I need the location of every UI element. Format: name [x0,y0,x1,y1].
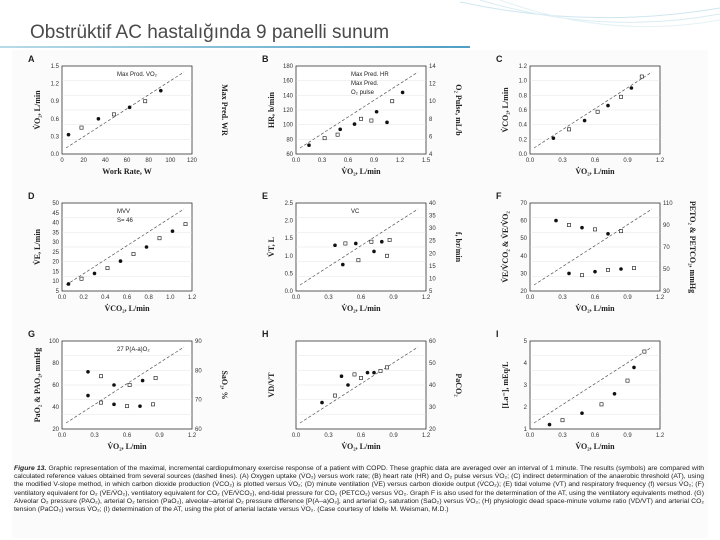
data-marker [606,104,610,108]
y2-tick-label: 70 [195,397,202,404]
y2-tick-label: 10 [429,99,436,106]
y-tick-label: 120 [282,108,293,114]
y-tick-label: 15 [52,269,59,276]
x-tick-label: 80 [145,158,153,164]
panel-letter: A [28,54,35,64]
slide-title: Obstrüktif AC hastalığında 9 panelli sunum [30,22,390,43]
x-tick-label: 0.3 [558,158,567,164]
panel-svg [250,187,470,322]
y2-tick-label: 50 [429,361,436,367]
data-marker [385,121,389,125]
data-marker [144,100,147,103]
data-marker [128,106,132,110]
y-tick-label: 20 [520,289,527,295]
data-marker [613,392,617,396]
data-marker [112,403,116,407]
data-marker [67,133,71,137]
x-tick-label: 1.2 [421,295,431,301]
data-marker [388,238,391,241]
annotation: MVV [117,209,131,215]
y-axis-label: V̇O₂, L/min [33,90,42,130]
y-tick-label: 10 [52,279,59,286]
y-tick-label: 50 [52,201,59,207]
x-tick-label: 0.3 [90,433,99,439]
x-tick-label: 1.5 [421,158,431,164]
panel-i [484,325,704,460]
annotation: Max Prod. VO₂ [117,72,158,78]
x-tick-label: 0.3 [558,433,567,439]
y2-axis-label: Max Pred. WR [220,84,229,136]
data-marker [106,267,109,270]
y-tick-label: 70 [520,201,527,207]
y2-tick-label: 90 [663,223,670,229]
data-marker [583,119,587,123]
panel-d [16,187,236,322]
x-tick-label: 0.0 [57,295,67,301]
x-axis-label: V̇O₂, L/min [575,442,615,451]
data-marker [632,366,636,370]
data-marker [354,242,358,246]
x-tick-label: 1.2 [187,433,197,439]
x-tick-label: 0.3 [317,158,327,164]
data-marker [580,226,584,230]
panel-b [250,50,470,185]
y-tick-label: 40 [520,253,527,260]
y-tick-label: 140 [282,93,293,100]
y2-tick-label: 5 [429,289,433,295]
annotation: S= 46 [117,218,133,224]
annotation: Max Pred. [351,81,379,87]
y-tick-label: 2.0 [284,218,293,225]
y-tick-label: 35 [52,230,59,237]
data-marker [97,117,101,121]
x-tick-label: 0.6 [356,295,366,301]
y-tick-label: 0.5 [284,271,293,278]
y-axis-label: V̇CO₂, L/min [501,87,510,133]
y-tick-label: 80 [286,137,293,144]
data-marker [93,272,97,276]
panel-svg [250,325,470,460]
y-tick-label: 0.8 [518,93,527,100]
annotation: Max Pred. HR [351,72,389,78]
x-axis-label: Work Rate, W [102,167,152,176]
data-marker [340,374,344,378]
x-tick-label: 0.9 [369,158,379,164]
data-marker [401,91,405,95]
y-tick-label: 5 [523,339,527,345]
x-tick-label: 1.2 [187,295,197,301]
x-tick-label: 0.6 [122,295,132,301]
y-tick-label: 40 [52,220,59,227]
y2-axis-label: O₂ Pulse, mL/b [454,84,463,136]
y-tick-label: 80 [52,361,59,367]
data-marker [158,237,161,240]
data-marker [626,379,629,382]
y-tick-label: 0.0 [50,152,59,158]
y-axis-label: V̇E/V̇CO₂ & V̇E/V̇O₂ [501,211,510,283]
data-marker [346,383,350,387]
data-marker [375,110,379,114]
panel-letter: F [496,191,502,201]
data-marker [619,230,622,233]
y-tick-label: 60 [52,383,59,389]
y-tick-label: 40 [52,405,59,411]
x-tick-label: 0.9 [623,433,632,439]
panel-c [484,50,704,185]
data-marker [580,274,583,277]
x-axis-label: V̇O₂, L/min [575,167,615,176]
y-tick-label: 20 [52,427,59,433]
y2-axis-label: PETO₂ & PETCO₂, mmHg [688,200,697,294]
x-axis-label: V̇CO₂, L/min [104,304,150,313]
y-tick-label: 2.5 [284,201,293,207]
y-axis-label: V̇T, L [267,237,276,257]
data-marker [128,383,131,386]
data-marker [151,403,154,406]
panel-f [484,187,704,322]
data-marker [593,228,596,231]
y-axis-label: PaO₂ & PAO₂, mmHg [33,347,42,423]
data-marker [357,259,360,262]
data-marker [353,373,356,376]
x-tick-label: 0.3 [324,295,333,301]
data-marker [380,240,384,244]
data-marker [336,133,339,136]
x-axis-label: V̇O₂, L/min [575,304,615,313]
x-tick-label: 100 [165,158,176,164]
data-marker [171,229,175,233]
y2-tick-label: 4 [429,152,433,158]
x-tick-label: 0.8 [144,295,153,301]
y-tick-label: 50 [520,236,527,243]
y-axis-label: HR, b/min [267,91,276,129]
y-tick-label: 5 [55,289,59,295]
panel-svg [16,50,236,185]
data-marker [366,371,370,375]
y-tick-label: 30 [52,240,59,247]
y-tick-label: 0.6 [518,108,527,114]
data-marker [643,350,646,353]
y-tick-label: 1 [523,427,527,433]
panel-letter: H [262,329,269,339]
data-marker [561,419,564,422]
y2-tick-label: 20 [429,251,436,258]
panel-svg [16,325,236,460]
data-marker [99,401,102,404]
y-tick-label: 30 [520,271,527,278]
y-tick-label: 3 [523,383,527,389]
y2-tick-label: 25 [429,238,436,245]
panel-letter: G [28,329,36,339]
data-marker [600,403,603,406]
x-tick-label: 0.9 [389,295,398,301]
panel-letter: I [496,329,499,339]
y2-tick-label: 70 [663,245,670,251]
y-tick-label: 1.5 [50,64,59,70]
x-tick-label: 0.0 [291,158,301,164]
data-marker [119,259,123,263]
y-axis-label: VD/VT [267,372,276,398]
y-tick-label: 45 [52,210,59,217]
data-marker [344,242,347,245]
data-marker [567,223,570,226]
x-tick-label: 0.9 [155,433,164,439]
x-tick-label: 0.0 [525,158,535,164]
data-marker [99,375,102,378]
panel-a [16,50,236,185]
y-tick-label: 2 [523,405,527,411]
x-tick-label: 0.6 [356,433,366,439]
x-axis-label: V̇O₂, L/min [341,304,381,313]
y-tick-label: 4 [523,361,527,367]
x-tick-label: 60 [123,158,131,164]
data-marker [154,376,157,379]
y-tick-label: 100 [48,339,59,345]
y-tick-label: 1.2 [518,64,527,70]
data-marker [359,117,362,120]
data-marker [112,113,115,116]
data-marker [333,243,337,247]
x-tick-label: 0.0 [291,295,301,301]
panel-svg [484,325,704,460]
data-marker [86,394,90,398]
x-tick-label: 0.6 [343,158,353,164]
y-tick-label: 0.6 [50,116,59,123]
data-marker [184,223,187,226]
x-tick-label: 0.0 [291,433,301,439]
data-marker [632,267,635,270]
data-marker [596,110,599,113]
y-tick-label: 0.0 [284,289,293,295]
y2-tick-label: 50 [663,267,670,273]
data-marker [385,366,388,369]
annotation: O₂ pulse [351,90,375,96]
data-marker [141,379,145,383]
panel-letter: D [28,191,35,201]
x-tick-label: 1.2 [395,158,405,164]
y2-tick-label: 30 [429,405,436,411]
data-marker [552,136,556,140]
y2-tick-label: 20 [429,427,436,433]
x-tick-label: 0 [60,158,64,164]
y-tick-label: 160 [282,78,293,85]
y2-tick-label: 15 [429,263,436,270]
y2-tick-label: 110 [663,201,673,207]
data-marker [159,89,163,93]
data-marker [132,252,135,255]
panel-svg [484,50,704,185]
y2-tick-label: 14 [429,64,436,70]
data-marker [80,126,83,129]
y-tick-label: 0.4 [518,122,527,129]
title-decoration [460,0,720,40]
x-tick-label: 0.0 [525,433,535,439]
data-marker [554,219,558,223]
x-tick-label: 0.2 [79,295,88,301]
y-tick-label: 1.0 [284,253,293,260]
data-marker [341,263,345,267]
x-tick-label: 0.6 [590,295,600,301]
x-tick-label: 0.4 [101,295,110,301]
y-tick-label: 1.0 [518,78,527,85]
data-marker [353,122,357,126]
data-marker [567,128,570,131]
data-marker [379,369,382,372]
x-tick-label: 0.6 [590,433,600,439]
data-marker [307,143,311,147]
x-axis-label: V̇O₂, L/min [107,442,147,451]
data-marker [630,86,634,90]
data-marker [391,100,394,103]
panel-svg [16,187,236,322]
y2-axis-label: SaO₂, % [220,370,229,400]
y2-tick-label: 60 [195,427,202,433]
x-tick-label: 0.0 [525,295,535,301]
x-tick-label: 40 [101,158,109,164]
y2-axis-label: f, br/min [454,231,463,263]
title-underline [0,46,470,48]
y2-tick-label: 8 [429,116,433,123]
panel-h [250,325,470,460]
data-marker [385,254,388,257]
data-marker [67,282,71,286]
y2-tick-label: 90 [195,339,202,345]
data-marker [370,240,373,243]
x-tick-label: 1.2 [655,295,665,301]
y2-tick-label: 30 [663,289,670,295]
y-tick-label: 0.9 [50,99,59,106]
data-marker [323,137,326,140]
data-marker [619,95,622,98]
y-tick-label: 25 [52,249,59,256]
x-tick-label: 0.9 [389,433,398,439]
panel-g [16,325,236,460]
panel-letter: E [262,191,269,201]
panel-svg [250,50,470,185]
data-marker [593,270,597,274]
caption-label: Figure 13. [14,465,47,472]
x-tick-label: 0.9 [623,295,632,301]
x-tick-label: 1.2 [421,433,431,439]
y-axis-label: V̇E, L/min [33,228,42,266]
y-tick-label: 180 [282,64,293,70]
y2-tick-label: 80 [195,368,202,375]
data-marker [619,267,623,271]
data-marker [567,272,571,276]
x-tick-label: 0.3 [558,295,567,301]
x-tick-label: 1.2 [655,433,665,439]
y2-tick-label: 10 [429,276,436,283]
x-tick-label: 20 [80,158,88,164]
x-axis-label: V̇O₂, L/min [341,442,381,451]
data-marker [372,250,376,254]
data-marker [640,75,643,78]
panel-letter: C [496,54,503,64]
y2-tick-label: 12 [429,81,436,88]
y2-tick-label: 6 [429,134,433,141]
x-axis-label: V̇O₂, L/min [341,167,381,176]
y-tick-label: 0.2 [518,137,527,144]
y-tick-label: 20 [52,259,59,266]
data-marker [606,232,610,236]
panel-svg [484,187,704,322]
y-tick-label: 0.3 [50,134,59,141]
y-tick-label: 60 [286,152,293,158]
annotation: VC [351,209,360,215]
x-tick-label: 0.6 [122,433,132,439]
data-marker [80,277,83,280]
y2-tick-label: 40 [429,201,436,207]
data-marker [112,383,116,387]
data-marker [359,376,362,379]
data-marker [86,370,90,374]
data-marker [548,423,552,427]
figure-caption [14,465,704,540]
data-marker [338,128,342,132]
data-marker [580,411,584,415]
y-tick-label: 1.2 [50,81,59,88]
y2-tick-label: 30 [429,226,436,233]
y-tick-label: 1.5 [284,236,293,243]
x-tick-label: 0.3 [324,433,333,439]
y-tick-label: 60 [520,218,527,225]
annotation: 27 P(A-a)O₂ [117,347,150,353]
data-marker [372,371,376,375]
y-axis-label: [La⁻], mEq/L [501,361,510,409]
panel-e [250,187,470,322]
y-tick-label: 0.0 [518,152,527,158]
x-tick-label: 1.2 [655,158,665,164]
y2-tick-label: 40 [429,383,436,389]
data-marker [125,405,128,408]
data-marker [333,394,336,397]
y2-axis-label: PaCO₂ [454,373,463,397]
y2-tick-label: 60 [429,339,436,345]
x-tick-label: 0.9 [623,158,632,164]
data-marker [370,119,373,122]
x-tick-label: 0.6 [590,158,600,164]
y-tick-label: 100 [282,122,293,129]
data-marker [138,404,142,408]
data-marker [320,401,324,405]
data-marker [145,245,149,249]
y2-tick-label: 35 [429,213,436,220]
x-tick-label: 0.0 [57,433,67,439]
panel-letter: B [262,54,269,64]
x-tick-label: 120 [186,158,198,164]
x-tick-label: 1.0 [166,295,175,301]
caption-text: Graphic representation of the maximal, incremental cardiopulmonary exercise response of a patient with COPD. These graphic data are averaged over an interval of 1 minute. The results (symbols) are compared with calculated reference values obtained from several sources (dashed lines). (A) Oxygen uptake (V̇O₂) versus work rate; (B) heart rate (HR) and O₂ pulse versus V̇O₂; (C) indirect determination of the anaerobic threshold (AT), using the modified V-slope method, in which carbon dioxide production (V̇CO₂) is plotted versus V̇O₂; (D) minute ventilation (V̇E) versus carbon dioxide output (V̇CO₂); (E) tidal volume (VT) and respiratory frequency (f) versus V̇O₂; (F) ventilatory equivalent for O₂ (V̇E/V̇O₂), ventilatory equivalent for CO₂ (V̇E/V̇CO₂), end-tidal pressure for CO₂ (PETCO₂) versus V̇O₂. Graph F is also used for the determination of the AT, using the ventilatory equivalents method. (G) Alveolar O₂ pressure (PAO₂), arterial O₂ tension (PaO₂), alveolar–arterial O₂ pressure difference [P(A–a)O₂], and arterial O₂ saturation (SaO₂) versus V̇O₂; (H) physiologic dead space-minute volume ratio (VD/VT) and arterial CO₂ tension (PaCO₂) versus V̇O₂; (I) determination of the AT, using the plot of arterial lactate versus V̇O₂. (Case courtesy of Idelle M. Weisman, M.D.) [14,465,704,514]
data-marker [606,268,609,271]
